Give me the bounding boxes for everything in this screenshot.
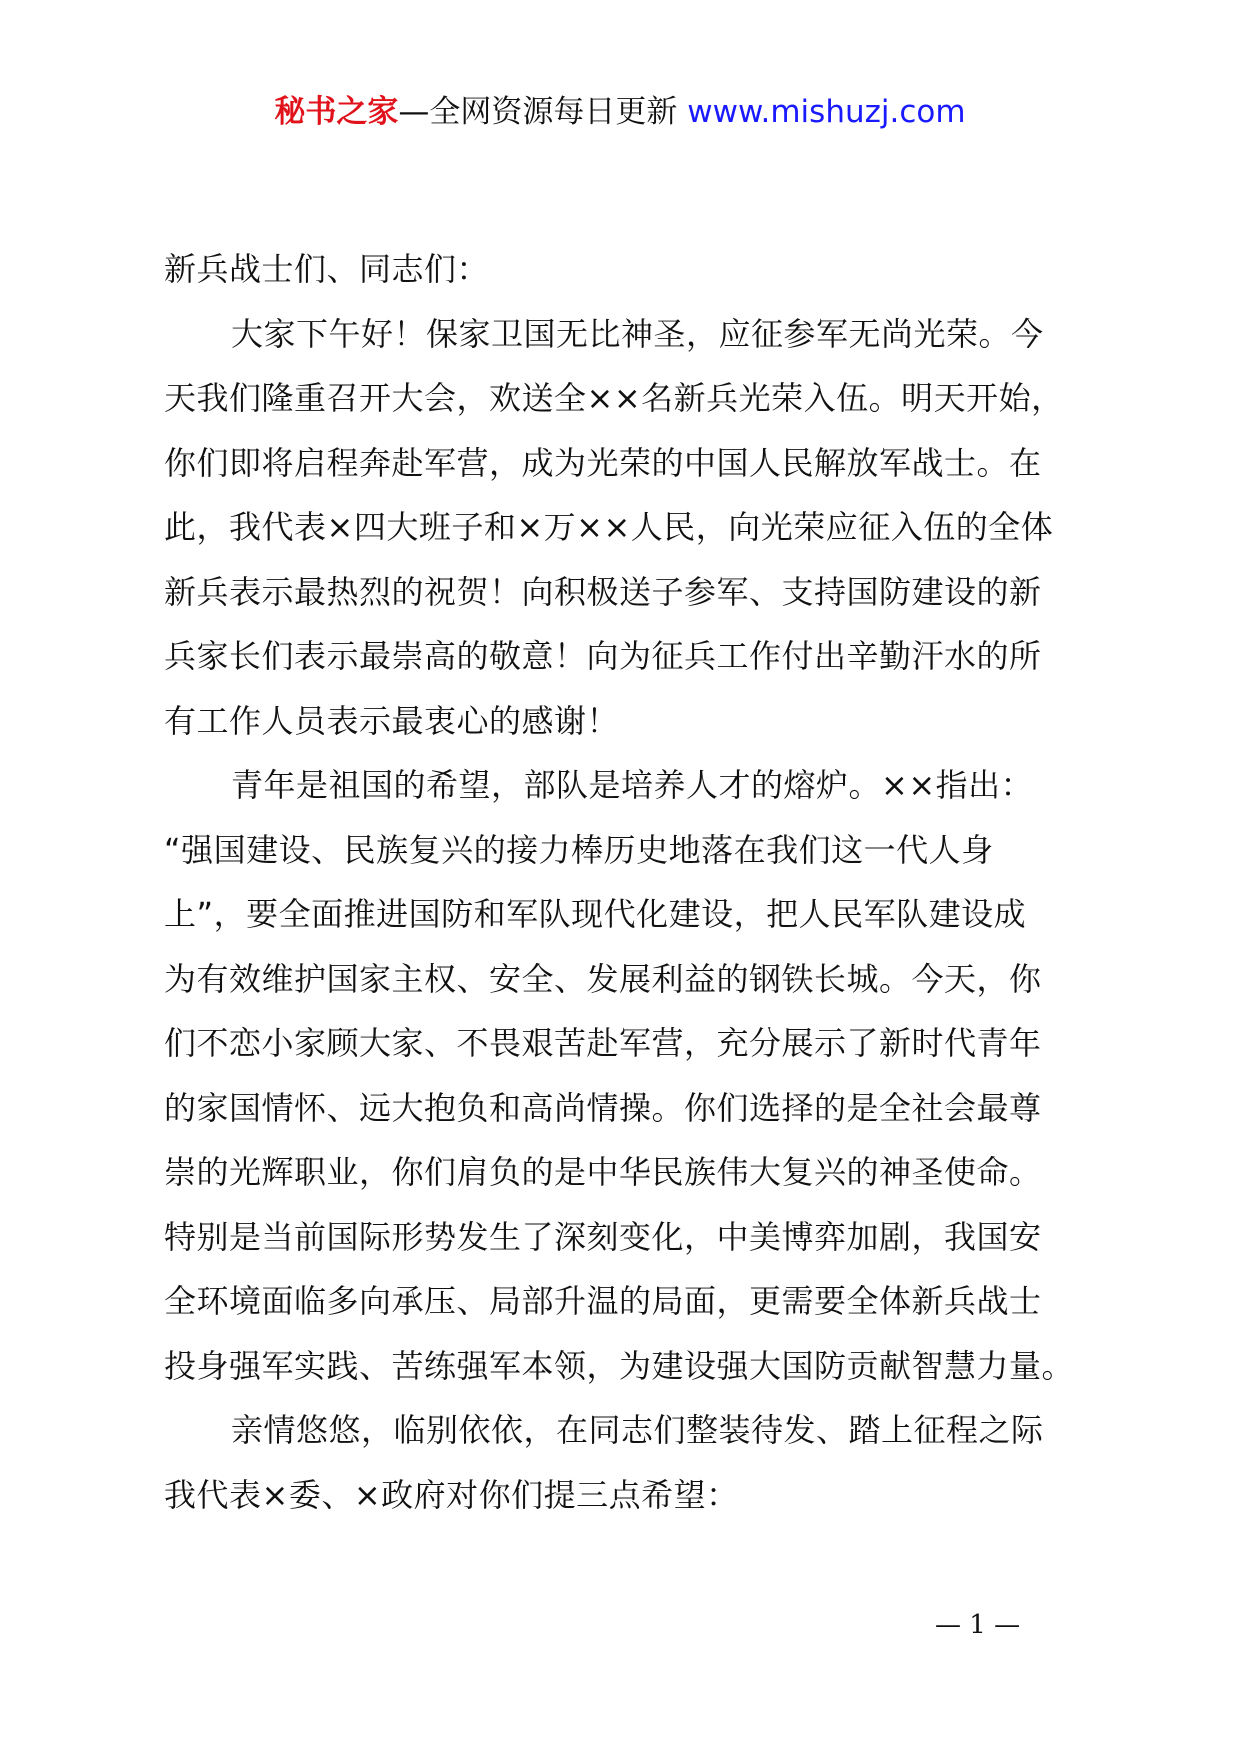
- paragraph-line: 特别是当前国际形势发生了深刻变化，中美博弈加剧，我国安: [164, 1217, 1042, 1256]
- paragraph-line: 亲情悠悠，临别依依，在同志们整装待发、踏上征程之际: [231, 1411, 1044, 1449]
- page-number: — 1 —: [935, 1610, 1021, 1640]
- paragraph-line: 的家国情怀、远大抱负和高尚情操。你们选择的是全社会最尊: [164, 1088, 1042, 1127]
- brand-name: 秘书之家: [274, 94, 399, 130]
- paragraph-line: 投身强军实践、苦练强军本领，为建设强大国防贡献智慧力量。: [164, 1346, 1075, 1385]
- paragraph-line: 你们即将启程奔赴军营，成为光荣的中国人民解放军战士。在: [164, 443, 1042, 482]
- paragraph-line: 青年是祖国的希望，部队是培养人才的熔炉。××指出：: [231, 766, 1034, 804]
- site-header: [0, 92, 1240, 132]
- salutation-line: 新兵战士们、同志们：: [164, 250, 490, 288]
- paragraph-line: 兵家长们表示最崇高的敬意！向为征兵工作付出辛勤汗水的所: [164, 637, 1042, 675]
- paragraph-line: 新兵表示最热烈的祝贺！向积极送子参军、支持国防建设的新: [164, 572, 1042, 611]
- paragraph-line: 大家下午好！保家卫国无比神圣，应征参军无尚光荣。今: [231, 314, 1044, 353]
- paragraph-line: 我代表×委、×政府对你们提三点希望：: [164, 1475, 739, 1514]
- header-slogan: —全网资源每日更新: [398, 94, 678, 130]
- paragraph-line: 崇的光辉职业，你们肩负的是中华民族伟大复兴的神圣使命。: [164, 1153, 1042, 1191]
- paragraph-line: 全环境面临多向承压、局部升温的局面，更需要全体新兵战士: [164, 1282, 1042, 1320]
- paragraph-line: “强国建设、民族复兴的接力棒历史地落在我们这一代人身: [164, 830, 994, 869]
- paragraph-line: 天我们隆重召开大会，欢送全××名新兵光荣入伍。明天开始，: [164, 379, 1064, 417]
- paragraph-line: 上”，要全面推进国防和军队现代化建设，把人民军队建设成: [164, 895, 1027, 933]
- paragraph-line: 为有效维护国家主权、安全、发展利益的钢铁长城。今天，你: [164, 959, 1042, 998]
- document-body: [164, 237, 1124, 1527]
- paragraph-line: 此，我代表×四大班子和×万××人民，向光荣应征入伍的全体: [164, 508, 1054, 546]
- paragraph-line: 们不恋小家顾大家、不畏艰苦赴军营，充分展示了新时代青年: [164, 1024, 1042, 1062]
- paragraph-line: 有工作人员表示最衷心的感谢！: [164, 701, 620, 740]
- site-url-link[interactable]: www.mishuzj.com: [687, 94, 966, 130]
